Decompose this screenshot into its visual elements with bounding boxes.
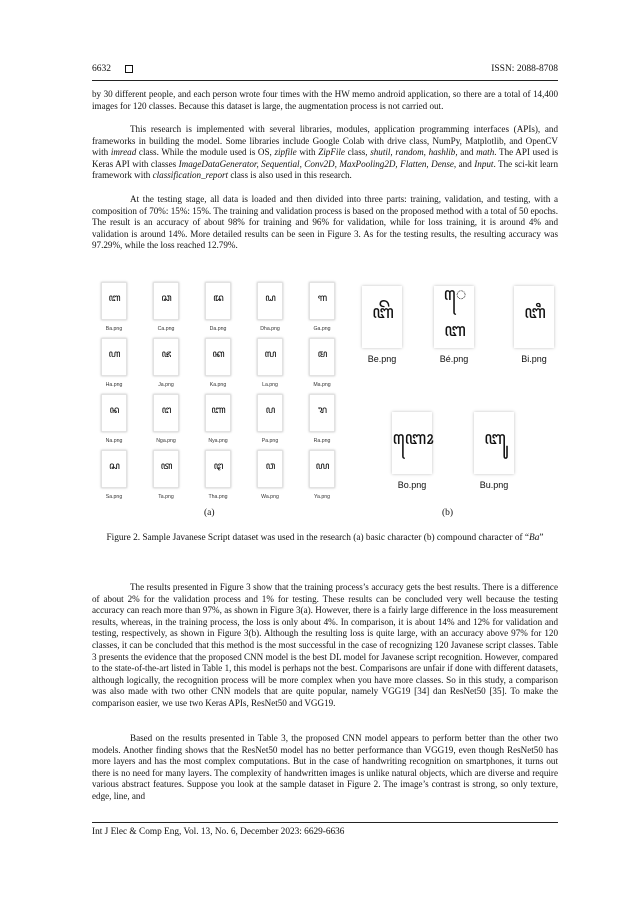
basic-character-sample — [92, 338, 136, 388]
paragraph-2: This research is implemented with several libraries, modules, application programming interfaces (APIs), and frameworks in building the model. Some libraries include Google Colab with drive class, NumPy, Matplotlib, and OpenCV with imread class. While the module used is OS, zipfile with ZipFile class, shutil, random, hashlib, and math. The API used is Keras API with classes ImageDataGenerator, Sequential, Conv2D, MaxPooling2D, Flatten, Dense, and Input. The sci-kit learn framework with classification_report class is also used in this research. — [92, 124, 559, 181]
character-glyph: ꦠ — [160, 461, 172, 472]
character-image — [474, 412, 514, 474]
character-filename: Ca.png — [157, 326, 175, 332]
basic-character-sample — [300, 450, 344, 500]
character-glyph: ꦭ — [264, 349, 276, 360]
character-glyph: ꦧꦼ — [372, 302, 392, 323]
basic-character-sample — [300, 338, 344, 388]
character-glyph: ꦲ — [108, 349, 120, 360]
character-glyph: ꦮ — [265, 461, 275, 472]
character-filename: La.png — [262, 382, 278, 388]
character-image — [205, 394, 231, 432]
character-glyph: ꦏ — [212, 349, 224, 360]
basic-character-sample — [144, 338, 188, 388]
character-glyph: ꦔ — [161, 405, 171, 416]
character-glyph: ꦪ — [315, 461, 329, 472]
character-image — [434, 286, 474, 348]
character-glyph: ꦧꦸ — [484, 428, 504, 449]
character-image — [153, 282, 179, 320]
character-filename: Bu.png — [479, 480, 509, 490]
character-image — [257, 282, 283, 320]
character-glyph: ꦫ — [317, 405, 327, 416]
subfigure-label-b: (b) — [442, 508, 454, 518]
paragraph-3: At the testing stage, all data is loaded and then divided into three parts: training, validation, and testing, with a composition of 70%: 15%: 15%. The training and validation process is based on the proposed method with a total of 50 epochs. The result is an accuracy of about 98% for training and 96% for validation, while for loss training, it is around 4% and validation is around 14%. More detailed results can be seen in Figure 3. As for the testing results, the resulting accuracy was 97.29%, while the loss reached 12.79%. — [92, 194, 558, 251]
basic-character-sample — [248, 394, 292, 444]
character-filename: Ba.png — [105, 326, 123, 332]
character-filename: Nga.png — [156, 438, 176, 444]
subfigure-label-a: (a) — [204, 508, 215, 518]
basic-character-sample — [196, 450, 240, 500]
basic-character-sample — [196, 282, 240, 332]
issn: ISSN: 2088-8708 — [491, 64, 558, 74]
character-filename: Ha.png — [105, 382, 123, 388]
character-image — [205, 338, 231, 376]
paragraph-4: The results presented in Figure 3 show that the training process’s accuracy gets the best results. There is a difference of about 2% for the validation process and 1% for testing. These results can be concluded very well because the testing accuracy can reach more than 97%, as shown in Figure 3(a). However, there is a fairly large difference in the loss measurement results, whereas, in the training process, the loss is only about 4%. In comparison, it is about 14% and 12% for validation and testing, respectively, as shown in Figure 3(b). Although the resulting loss is quite large, with an accuracy above 97% for 120 classes, it can be concluded that this method is the most successful in the case of recognizing 120 Javanese script classes. Table 3 presents the evidence that the proposed CNN model is the best DL model for Javanese script recognition. However, compared to the state-of-the-art listed in Table 1, this model is perhaps not the best. Comparisons are unfair if done with different datasets, although logically, the recognition process will be more complex when you have more classes. So in this study, a comparison was also made with two other CNN models that are quite popular, namely VGG19 [34] dan ResNet50 [35]. To make the comparison easier, we use two Keras APIs, ResNet50 and VGG19. — [92, 582, 558, 708]
character-filename: Ga.png — [313, 326, 331, 332]
figure-caption: Figure 2. Sample Javanese Script dataset was used in the research (a) basic character (b) compound character of “Ba” — [106, 533, 544, 543]
character-glyph: ꦚ — [211, 405, 225, 416]
footer-citation: Int J Elec & Comp Eng, Vol. 13, No. 6, December 2023: 6629-6636 — [92, 827, 345, 837]
character-glyph: ꦱ — [109, 461, 119, 472]
character-image — [153, 338, 179, 376]
basic-character-sample — [144, 450, 188, 500]
character-image — [101, 282, 127, 320]
character-image — [205, 450, 231, 488]
character-image — [153, 394, 179, 432]
character-glyph: ꦺꦧ — [443, 284, 465, 341]
character-glyph: ꦗ — [161, 349, 171, 360]
character-glyph: ꦛ — [213, 461, 223, 472]
character-image — [309, 338, 335, 376]
figure-2 — [92, 282, 558, 518]
character-filename: Tha.png — [208, 494, 228, 500]
character-filename: Ja.png — [158, 382, 174, 388]
character-glyph: ꦩ — [317, 349, 327, 360]
basic-character-sample — [248, 450, 292, 500]
character-filename: Nya.png — [208, 438, 228, 444]
character-image — [514, 286, 554, 348]
character-image — [101, 394, 127, 432]
page-header — [92, 62, 558, 76]
basic-character-sample — [144, 394, 188, 444]
character-filename: Ya.png — [313, 494, 331, 500]
character-image — [257, 338, 283, 376]
basic-character-sample — [144, 282, 188, 332]
character-filename: Sa.png — [105, 494, 123, 500]
character-filename: Be.png — [367, 354, 397, 364]
character-image — [153, 450, 179, 488]
character-image — [309, 282, 335, 320]
paragraph-5: Based on the results presented in Table 3, the proposed CNN model appears to perform better than the other two models. Another finding shows that the ResNet50 model has no better performance than VGG19, even though ResNet50 has more layers and has the most complex computations. But in the case of handwriting recognition on smartphones, it turns out there is no need for many layers. The complexity of handwritten images is unlike natural objects, which are diverse and require various abstract features. Suppose you look at the sample dataset in Figure 2. The image’s contrast is strong, so only texture, edge, line, and — [92, 733, 558, 801]
character-image — [257, 450, 283, 488]
character-image — [309, 450, 335, 488]
character-image — [205, 282, 231, 320]
basic-character-sample — [300, 282, 344, 332]
paragraph-1: by 30 different people, and each person wrote four times with the HW memo android application, so there are a total of 14,400 images for 120 classes. Because this dataset is large, the augmentation process is not carried out. — [92, 89, 558, 111]
basic-character-sample — [92, 450, 136, 500]
compound-character-sample — [492, 286, 576, 364]
character-filename: Da.png — [209, 326, 227, 332]
character-glyph: ꦝ — [265, 293, 275, 304]
header-rule — [92, 80, 558, 81]
character-image — [362, 286, 402, 348]
character-glyph: ꦧ — [108, 293, 120, 304]
basic-character-sample — [196, 394, 240, 444]
character-image — [309, 394, 335, 432]
character-filename: Ta.png — [158, 494, 174, 500]
basic-character-sample — [248, 338, 292, 388]
character-glyph: ꦕ — [161, 293, 171, 304]
character-filename: Pa.png — [261, 438, 279, 444]
basic-character-sample — [92, 282, 136, 332]
character-glyph: ꦧꦺꦴ — [392, 428, 432, 449]
character-filename: Ra.png — [313, 438, 331, 444]
character-glyph: ꦥ — [265, 405, 275, 416]
character-filename: Ka.png — [209, 382, 227, 388]
basic-character-sample — [300, 394, 344, 444]
compound-character-sample — [370, 412, 454, 490]
basic-character-sample — [248, 282, 292, 332]
character-glyph: ꦢ — [213, 293, 223, 304]
character-filename: Bé.png — [439, 354, 469, 364]
character-filename: Dha.png — [260, 326, 280, 332]
page-number: 6632 — [92, 64, 111, 74]
character-image — [101, 450, 127, 488]
square-icon — [125, 65, 133, 73]
character-image — [392, 412, 432, 474]
character-filename: Wa.png — [261, 494, 279, 500]
character-filename: Ma.png — [313, 382, 331, 388]
character-glyph: ꦤ — [109, 405, 119, 416]
footer-rule — [92, 822, 558, 823]
character-filename: Na.png — [105, 438, 123, 444]
basic-character-sample — [196, 338, 240, 388]
character-filename: Bi.png — [521, 354, 547, 364]
character-image — [257, 394, 283, 432]
compound-character-sample — [412, 286, 496, 364]
character-glyph: ꦧꦶ — [524, 302, 544, 323]
character-filename: Bo.png — [397, 480, 427, 490]
character-glyph: ꦒ — [317, 293, 327, 304]
character-image — [101, 338, 127, 376]
basic-character-sample — [92, 394, 136, 444]
compound-character-sample — [452, 412, 536, 490]
